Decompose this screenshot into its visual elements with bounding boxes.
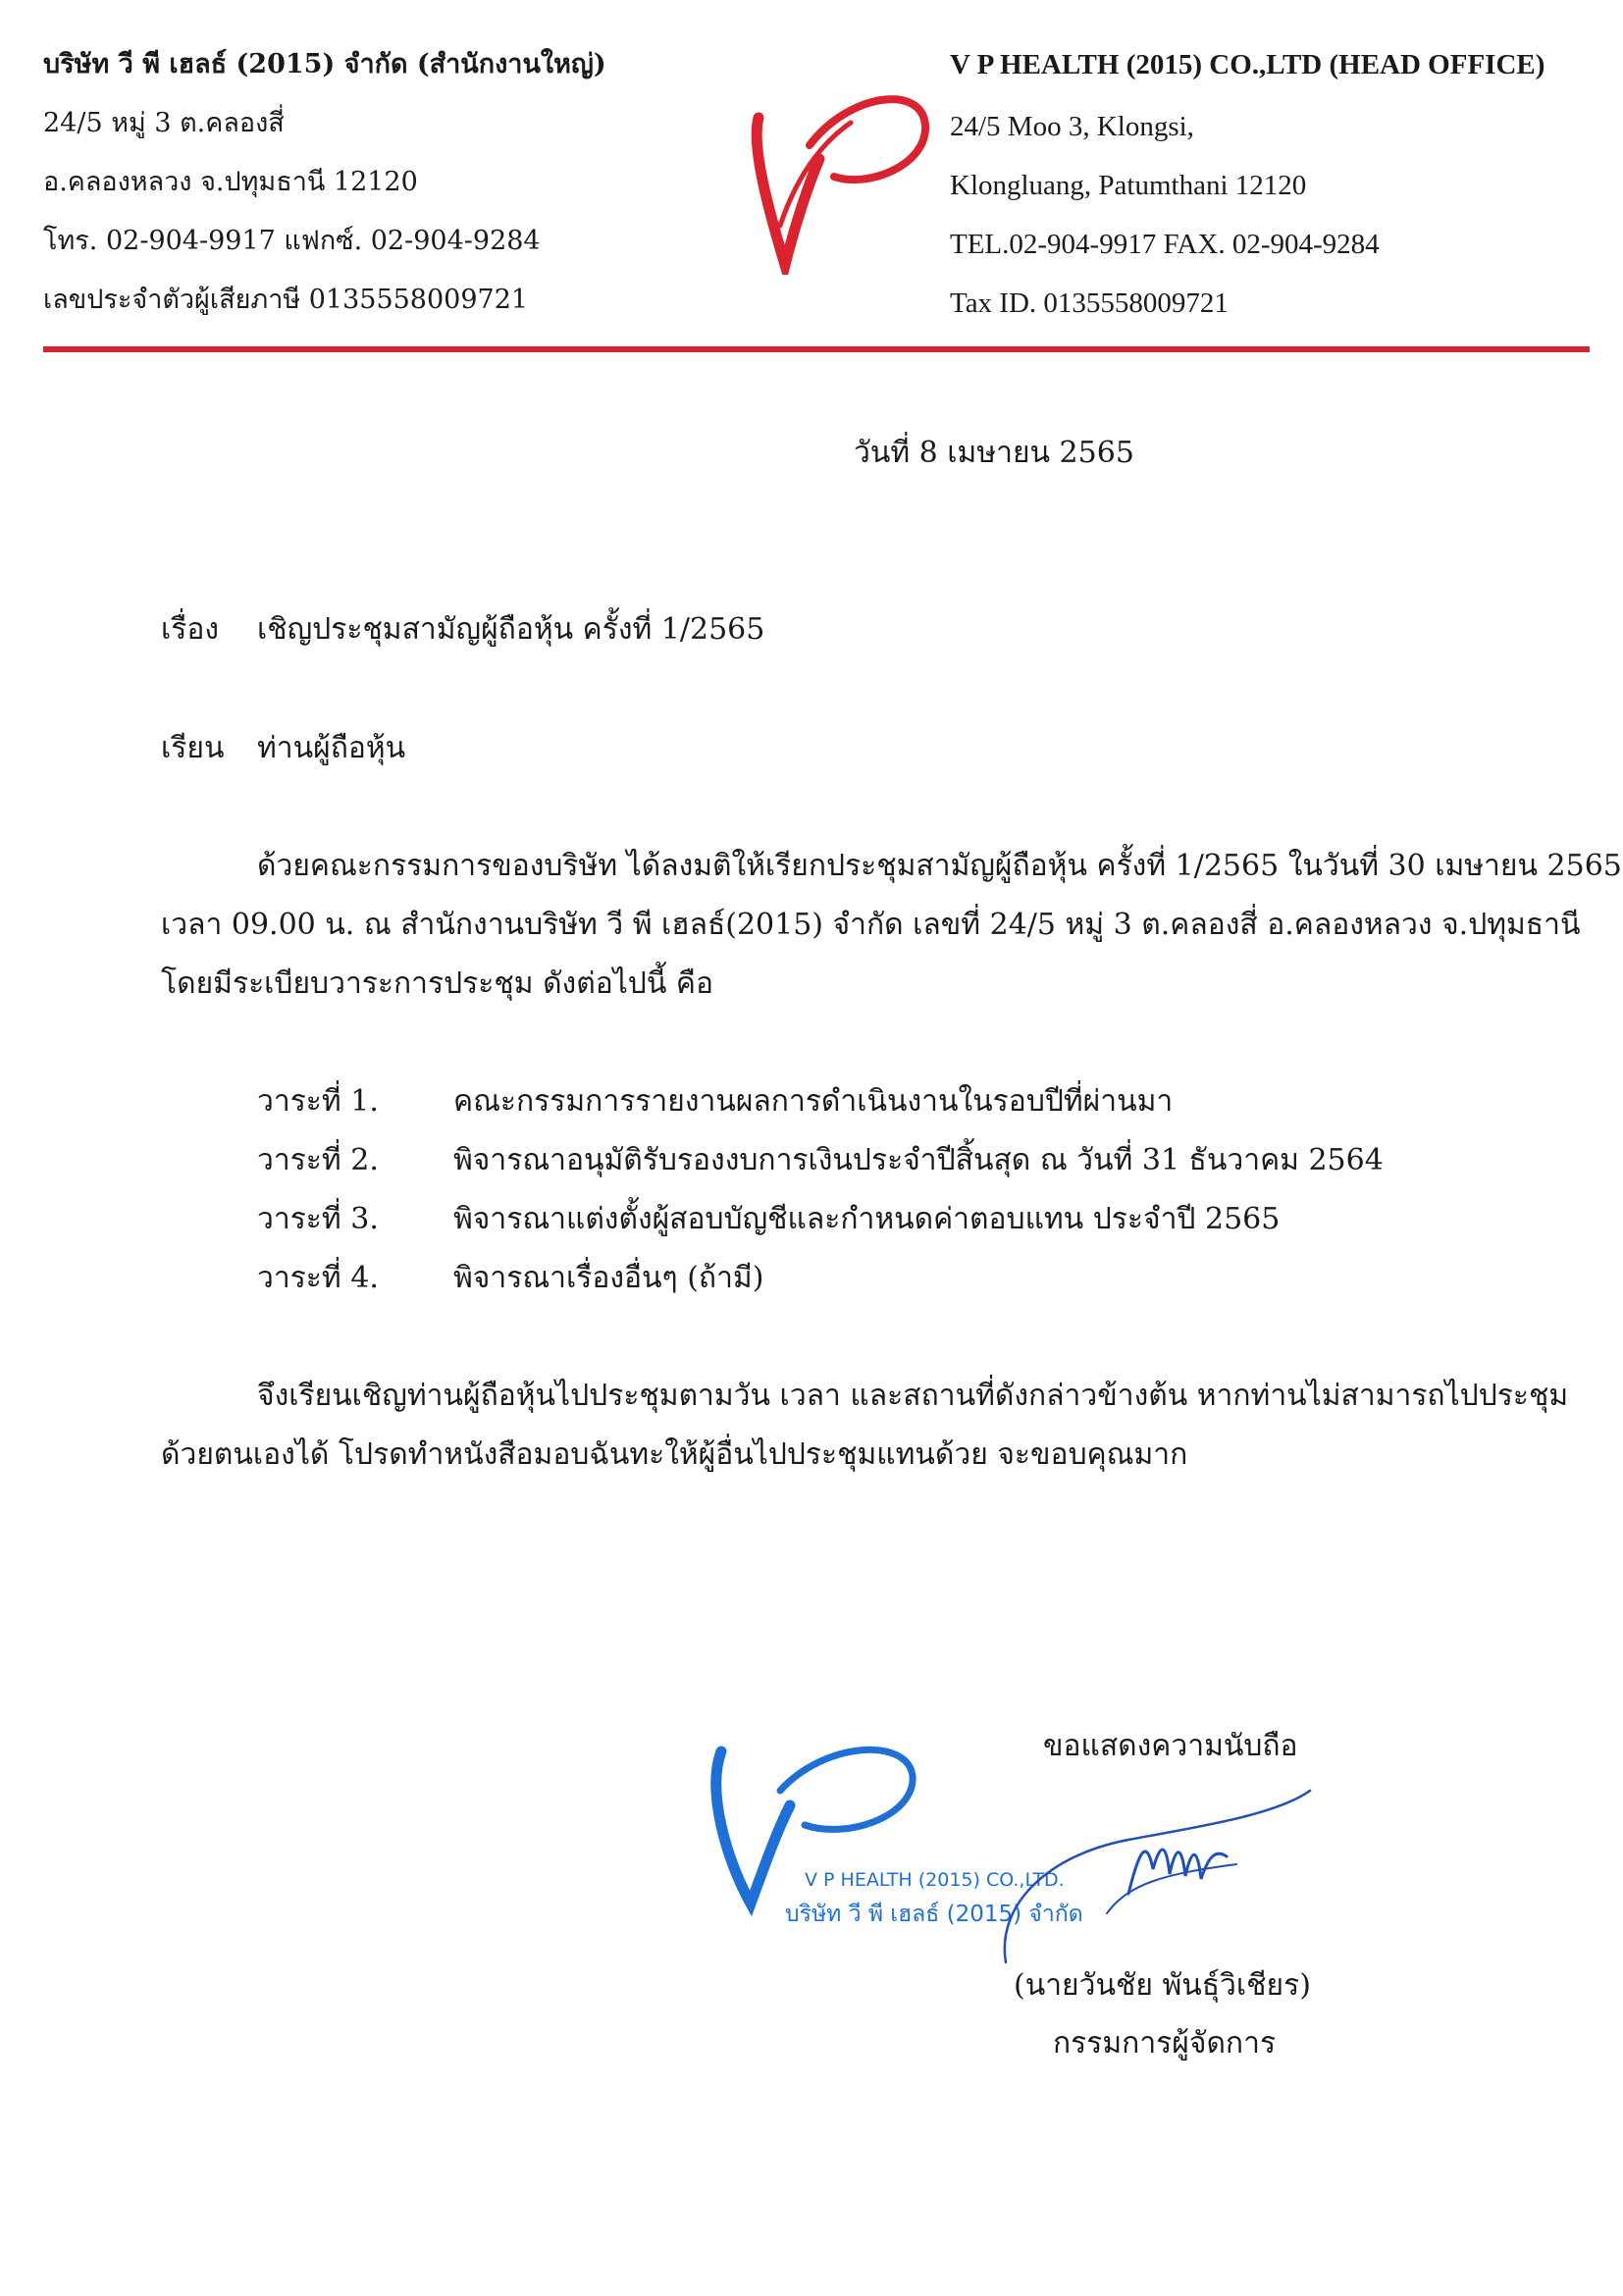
phone-english: TEL.02-904-9917 FAX. 02-904-9284 (950, 229, 1380, 260)
address-line1-thai: 24/5 หมู่ 3 ต.คลองสี่ (43, 108, 285, 138)
agenda-item: พิจารณาเรื่องอื่นๆ (ถ้ามี) (453, 1261, 764, 1295)
signature-icon (991, 1786, 1315, 1972)
agenda-item: คณะกรรมการรายงานผลการดำเนินงานในรอบปีที่ผ่านมา (453, 1084, 1174, 1119)
signer-name: (นายวันชัย พันธุ์วิเชียร) (1014, 1968, 1311, 2003)
agenda-number: วาระที่ 3. (257, 1202, 379, 1236)
paragraph2-line: ด้วยตนเองได้ โปรดทำหนังสือมอบฉันทะให้ผู้อื่นไปประชุมแทนด้วย จะขอบคุณมาก (161, 1437, 1188, 1472)
company-name-thai: บริษัท วี พี เฮลธ์ (2015) จำกัด (สำนักงานใหญ่) (43, 49, 606, 79)
paragraph1-line: โดยมีระเบียบวาระการประชุม ดังต่อไปนี้ คือ (161, 966, 713, 1001)
subject-text: เชิญประชุมสามัญผู้ถือหุ้น ครั้งที่ 1/2565 (257, 612, 765, 647)
closing-text: ขอแสดงความนับถือ (1043, 1729, 1298, 1763)
stamp-text-english: V P HEALTH (2015) CO.,LTD. (805, 1869, 1065, 1891)
address-line2-thai: อ.คลองหลวง จ.ปทุมธานี 12120 (43, 167, 418, 197)
signer-title: กรรมการผู้จัดการ (1053, 2026, 1277, 2061)
agenda-number: วาระที่ 1. (257, 1084, 379, 1119)
tax-id-thai: เลขประจำตัวผู้เสียภาษี 0135558009721 (43, 285, 529, 315)
agenda-number: วาระที่ 2. (257, 1143, 379, 1177)
company-name-english: V P HEALTH (2015) CO.,LTD (HEAD OFFICE) (950, 49, 1545, 80)
agenda-item: พิจารณาแต่งตั้งผู้สอบบัญชีและกำหนดค่าตอบแทน ประจำปี 2565 (453, 1202, 1281, 1236)
subject-label: เรื่อง (161, 612, 220, 647)
phone-thai: โทร. 02-904-9917 แฟกซ์. 02-904-9284 (43, 226, 541, 256)
paragraph1-line: เวลา 09.00 น. ณ สำนักงานบริษัท วี พี เฮลธ์(2015) จำกัด เลขที่ 24/5 หมู่ 3 ต.คลองสี่ อ.คลองหลวง จ.ปทุมธานี (161, 908, 1581, 942)
vp-logo-icon (741, 78, 937, 275)
letter-date: วันที่ 8 เมษายน 2565 (854, 436, 1134, 470)
header-divider (43, 346, 1590, 352)
stamp-text-thai: บริษัท วี พี เฮลธ์ (2015) จำกัด (785, 1902, 1083, 1927)
paragraph2-line: จึงเรียนเชิญท่านผู้ถือหุ้นไปประชุมตามวัน เวลา และสถานที่ดังกล่าวข้างต้น หากท่านไม่สามารถไปประชุม (257, 1379, 1569, 1413)
paragraph1-line: ด้วยคณะกรรมการของบริษัท ได้ลงมติให้เรียกประชุมสามัญผู้ถือหุ้น ครั้งที่ 1/2565 ในวันที่ 30 เมษายน 2565 (257, 849, 1622, 883)
salutation-text: ท่านผู้ถือหุ้น (257, 731, 406, 765)
address-line2-english: Klongluang, Patumthani 12120 (950, 170, 1307, 201)
tax-id-english: Tax ID. 0135558009721 (950, 287, 1229, 319)
agenda-item: พิจารณาอนุมัติรับรองงบการเงินประจำปีสิ้นสุด ณ วันที่ 31 ธันวาคม 2564 (453, 1143, 1384, 1177)
agenda-number: วาระที่ 4. (257, 1261, 379, 1295)
salutation-label: เรียน (161, 731, 225, 765)
address-line1-english: 24/5 Moo 3, Klongsi, (950, 111, 1194, 142)
